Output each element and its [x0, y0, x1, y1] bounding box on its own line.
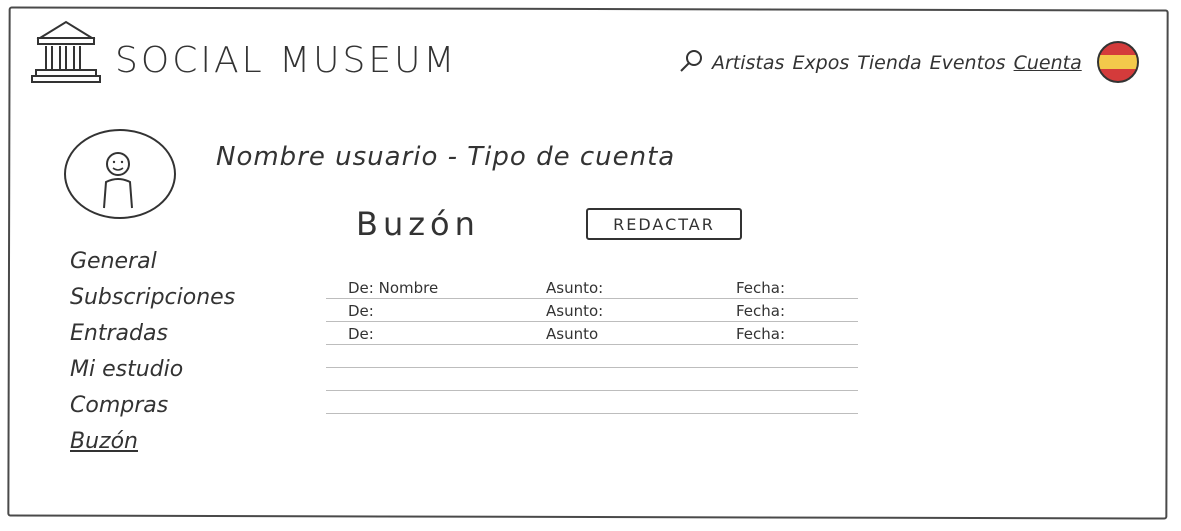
- sidebar-item-entradas[interactable]: Entradas: [70, 321, 168, 346]
- nav-eventos[interactable]: Eventos: [929, 52, 1006, 74]
- sidebar-item-mi-estudio[interactable]: Mi estudio: [70, 357, 184, 382]
- empty-message-row: [326, 345, 858, 368]
- message-list: [326, 276, 858, 414]
- message-subject: Asunto: [546, 325, 599, 343]
- message-from: De:: [348, 325, 374, 343]
- sidebar-item-general[interactable]: General: [70, 249, 157, 274]
- message-from: De:: [348, 302, 374, 320]
- sidebar-item-subscripciones[interactable]: Subscripciones: [70, 285, 236, 310]
- user-avatar[interactable]: [62, 128, 178, 220]
- inbox-title: Buzón: [356, 205, 480, 243]
- spain-flag-icon[interactable]: [1095, 40, 1141, 84]
- empty-message-row: [326, 368, 858, 391]
- museum-logo-icon[interactable]: [30, 18, 102, 88]
- message-date: Fecha:: [736, 325, 786, 343]
- search-icon[interactable]: [678, 48, 704, 74]
- nav-tienda[interactable]: Tienda: [857, 52, 922, 74]
- message-row[interactable]: [326, 322, 858, 345]
- message-row[interactable]: [326, 299, 858, 322]
- sidebar-item-buzon[interactable]: Buzón: [70, 429, 138, 454]
- top-nav: [678, 48, 1082, 74]
- nav-artistas[interactable]: Artistas: [712, 52, 785, 74]
- brand-title[interactable]: SOCIAL MUSEUM: [115, 40, 458, 81]
- empty-message-row: [326, 391, 858, 414]
- message-from: De: Nombre: [348, 279, 439, 297]
- sidebar-item-compras[interactable]: Compras: [70, 393, 169, 418]
- nav-cuenta[interactable]: Cuenta: [1013, 52, 1082, 74]
- message-row[interactable]: [326, 276, 858, 299]
- account-sidebar: [70, 244, 235, 460]
- message-date: Fecha:: [736, 279, 786, 297]
- compose-button[interactable]: REDACTAR: [586, 208, 742, 240]
- nav-expos[interactable]: Expos: [792, 52, 850, 74]
- message-date: Fecha:: [736, 302, 786, 320]
- message-subject: Asunto:: [546, 279, 604, 297]
- message-subject: Asunto:: [546, 302, 604, 320]
- user-name-account-type: Nombre usuario - Tipo de cuenta: [216, 142, 676, 172]
